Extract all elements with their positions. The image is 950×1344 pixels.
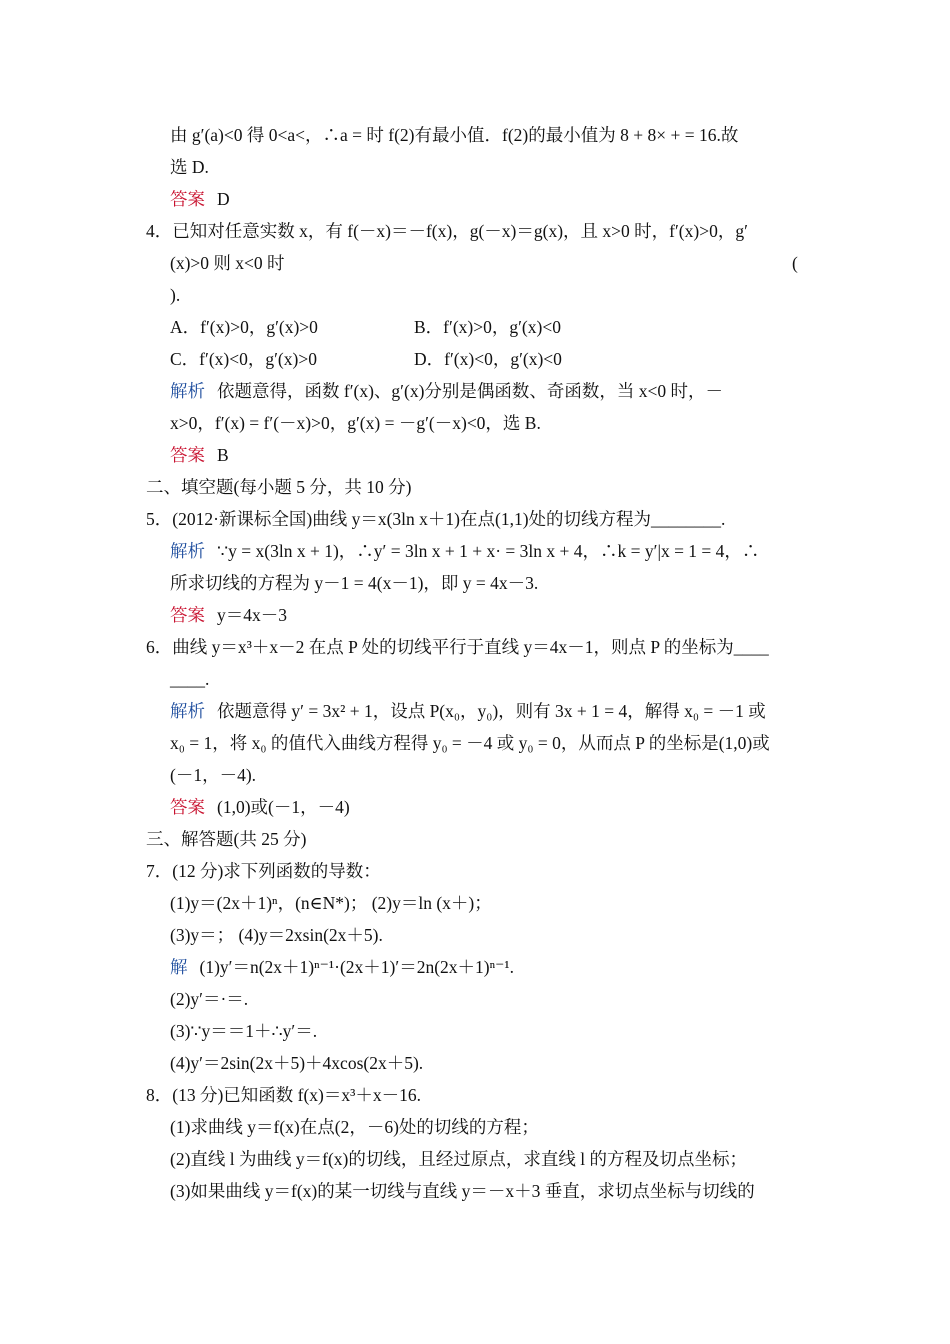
solution-label: 解	[170, 957, 188, 977]
option-a: A．f′(x)>0，g′(x)>0	[170, 317, 318, 337]
question-4: 4．已知对任意实数 x，有 f(－x)＝－f(x)，g(－x)＝g(x)，且 x>0 时，f′(x)>0，g′	[146, 221, 748, 241]
option-c: C．f′(x)<0，g′(x)>0	[170, 349, 317, 369]
solution-text: (1)y′＝n(2x＋1)ⁿ⁻¹·(2x＋1)′＝2n(2x＋1)ⁿ⁻¹.	[199, 957, 514, 977]
answer-line	[170, 795, 350, 819]
text-line: x₀ = 1，将 x₀ 的值代入曲线方程得 y₀ = －4 或 y₀ = 0，从而点 P 的坐标是(1,0)或	[170, 733, 770, 753]
text-line: (3)如果曲线 y＝f(x)的某一切线与直线 y＝－x＋3 垂直，求切点坐标与切线的	[170, 1181, 755, 1201]
question-5: 5．(2012·新课标全国)曲线 y＝x(3ln x＋1)在点(1,1)处的切线方程为________.	[146, 509, 726, 529]
analysis-text: 依题意得 y′ = 3x² + 1，设点 P(x₀，y₀)，则有 3x + 1 = 4，解得 x₀ = －1 或	[217, 701, 766, 721]
text-line: 选 D.	[170, 157, 209, 177]
section-heading: 三、解答题(共 25 分)	[146, 829, 307, 849]
text-line: x>0，f′(x) = f′(－x)>0，g′(x) = －g′(－x)<0，选 B.	[170, 413, 541, 433]
analysis-line	[170, 699, 766, 723]
answer-text: y＝4x－3	[217, 605, 287, 625]
text-line: (1)求曲线 y＝f(x)在点(2，－6)处的切线的方程；	[170, 1117, 539, 1137]
answer-line	[170, 603, 287, 627]
analysis-line	[170, 379, 723, 403]
text-line: (x)>0 则 x<0 时	[170, 253, 285, 273]
answer-line	[170, 443, 229, 467]
section-heading: 二、填空题(每小题 5 分，共 10 分)	[146, 477, 412, 497]
text-line: (3)∵y＝＝1＋∴y′＝.	[170, 1021, 318, 1041]
question-7: 7．(12 分)求下列函数的导数：	[146, 861, 381, 881]
text-line: (－1，－4).	[170, 765, 257, 785]
option-d: D．f′(x)<0，g′(x)<0	[414, 349, 562, 369]
analysis-label: 解析	[170, 541, 205, 561]
text-line: (2)直线 l 为曲线 y＝f(x)的切线，且经过原点，求直线 l 的方程及切点坐标；	[170, 1149, 747, 1169]
analysis-label: 解析	[170, 381, 205, 401]
text-line: (4)y′＝2sin(2x＋5)＋4xcos(2x＋5).	[170, 1053, 424, 1073]
analysis-text: ∵y = x(3ln x + 1)，∴y′ = 3ln x + 1 + x· = 3ln x + 4，∴k = y′|x = 1 = 4，∴	[217, 541, 760, 561]
answer-text: B	[217, 445, 229, 465]
question-6: 6．曲线 y＝x³＋x－2 在点 P 处的切线平行于直线 y＝4x－1，则点 P 的坐标为____	[146, 637, 769, 657]
text-line: (3)y＝； (4)y＝2xsin(2x＋5).	[170, 925, 383, 945]
answer-label: 答案	[170, 797, 205, 817]
answer-paren: (	[792, 253, 798, 273]
solution-line	[170, 955, 514, 979]
question-8: 8．(13 分)已知函数 f(x)＝x³＋x－16.	[146, 1085, 422, 1105]
text-line: (2)y′＝·＝.	[170, 989, 249, 1009]
analysis-line	[170, 539, 759, 563]
option-b: B．f′(x)>0，g′(x)<0	[414, 317, 561, 337]
answer-label: 答案	[170, 605, 205, 625]
answer-label: 答案	[170, 445, 205, 465]
text-line: 所求切线的方程为 y－1 = 4(x－1)，即 y = 4x－3.	[170, 573, 539, 593]
answer-line	[170, 187, 230, 211]
analysis-label: 解析	[170, 701, 205, 721]
answer-label: 答案	[170, 189, 205, 209]
text-line: ____.	[170, 669, 210, 689]
answer-text: D	[217, 189, 230, 209]
text-line: ).	[170, 285, 181, 305]
text-line: (1)y＝(2x＋1)ⁿ，(n∈N*)； (2)y＝ln (x＋)；	[170, 893, 492, 913]
text-line: 由 g′(a)<0 得 0<a<，∴a = 时 f(2)有最小值．f(2)的最小值为 8 + 8× + = 16.故	[170, 125, 739, 145]
analysis-text: 依题意得，函数 f′(x)、g′(x)分别是偶函数、奇函数，当 x<0 时，－	[217, 381, 724, 401]
answer-text: (1,0)或(－1，－4)	[217, 797, 350, 817]
